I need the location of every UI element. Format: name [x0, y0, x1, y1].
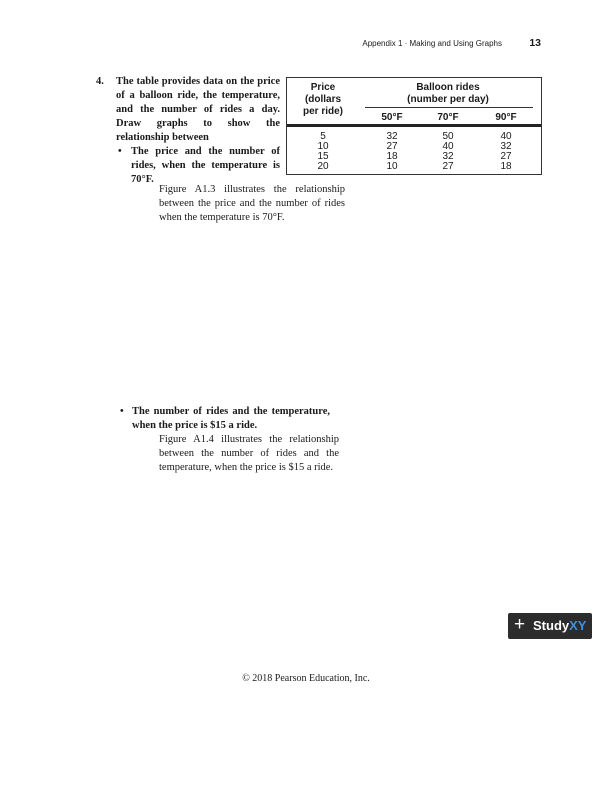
answer-1: Figure A1.3 illustrates the relationship between the price and the number of rides when the temperature is 70°F.	[159, 184, 345, 223]
bullet-dot: •	[118, 146, 122, 157]
table-cell: 32	[500, 141, 512, 152]
table-cell: 27	[500, 151, 512, 162]
table-cell: 10	[386, 161, 398, 172]
table-cell-price: 10	[317, 141, 329, 152]
studyxy-wordmark: StudyXY	[533, 618, 587, 633]
table-cell: 27	[386, 141, 398, 152]
table-cell: 50	[442, 131, 454, 142]
problem-number: 4.	[96, 76, 104, 87]
temp-header-50: 50°F	[381, 112, 403, 123]
question-bullet-2	[117, 405, 330, 433]
table-cell: 18	[386, 151, 398, 162]
table-cell-price: 15	[317, 151, 329, 162]
running-header	[0, 38, 612, 52]
page-number: 13	[529, 37, 541, 49]
bullet-2-text: The number of rides and the temperature, when the price is $15 a ride.	[132, 406, 330, 431]
bullet-1-text: The price and the number of rides, when the temperature is 70°F.	[131, 146, 280, 185]
group-underline	[365, 107, 533, 108]
header-rule	[287, 124, 541, 127]
question-bullet-1	[116, 145, 280, 187]
table-cell: 18	[500, 161, 512, 172]
table-cell: 32	[442, 151, 454, 162]
table-cell: 32	[386, 131, 398, 142]
plus-icon: +	[514, 614, 526, 635]
table-cell-price: 5	[320, 131, 326, 142]
answer-2: Figure A1.4 illustrates the relationship between the number of rides and the temperature, when the price is $15 a ride.	[159, 434, 339, 473]
problem-4	[96, 75, 280, 187]
problem-intro: The table provides data on the price of a balloon ride, the temperature, and the number of rides a day. Draw graphs to show the relationship between	[116, 76, 280, 143]
bullet-dot: •	[120, 406, 124, 417]
table-cell: 40	[500, 131, 512, 142]
balloon-rides-group-header: Balloon rides (number per day)	[407, 82, 489, 105]
running-head: Appendix 1 · Making and Using Graphs	[362, 39, 502, 48]
balloon-rides-table	[286, 77, 542, 175]
table-cell: 27	[442, 161, 454, 172]
studyxy-watermark	[508, 613, 592, 639]
temp-header-70: 70°F	[437, 112, 459, 123]
copyright-footer: © 2018 Pearson Education, Inc.	[242, 673, 370, 684]
table-cell-price: 20	[317, 161, 329, 172]
table-cell: 40	[442, 141, 454, 152]
price-column-header: Price (dollars per ride)	[302, 82, 343, 117]
temp-header-90: 90°F	[495, 112, 517, 123]
